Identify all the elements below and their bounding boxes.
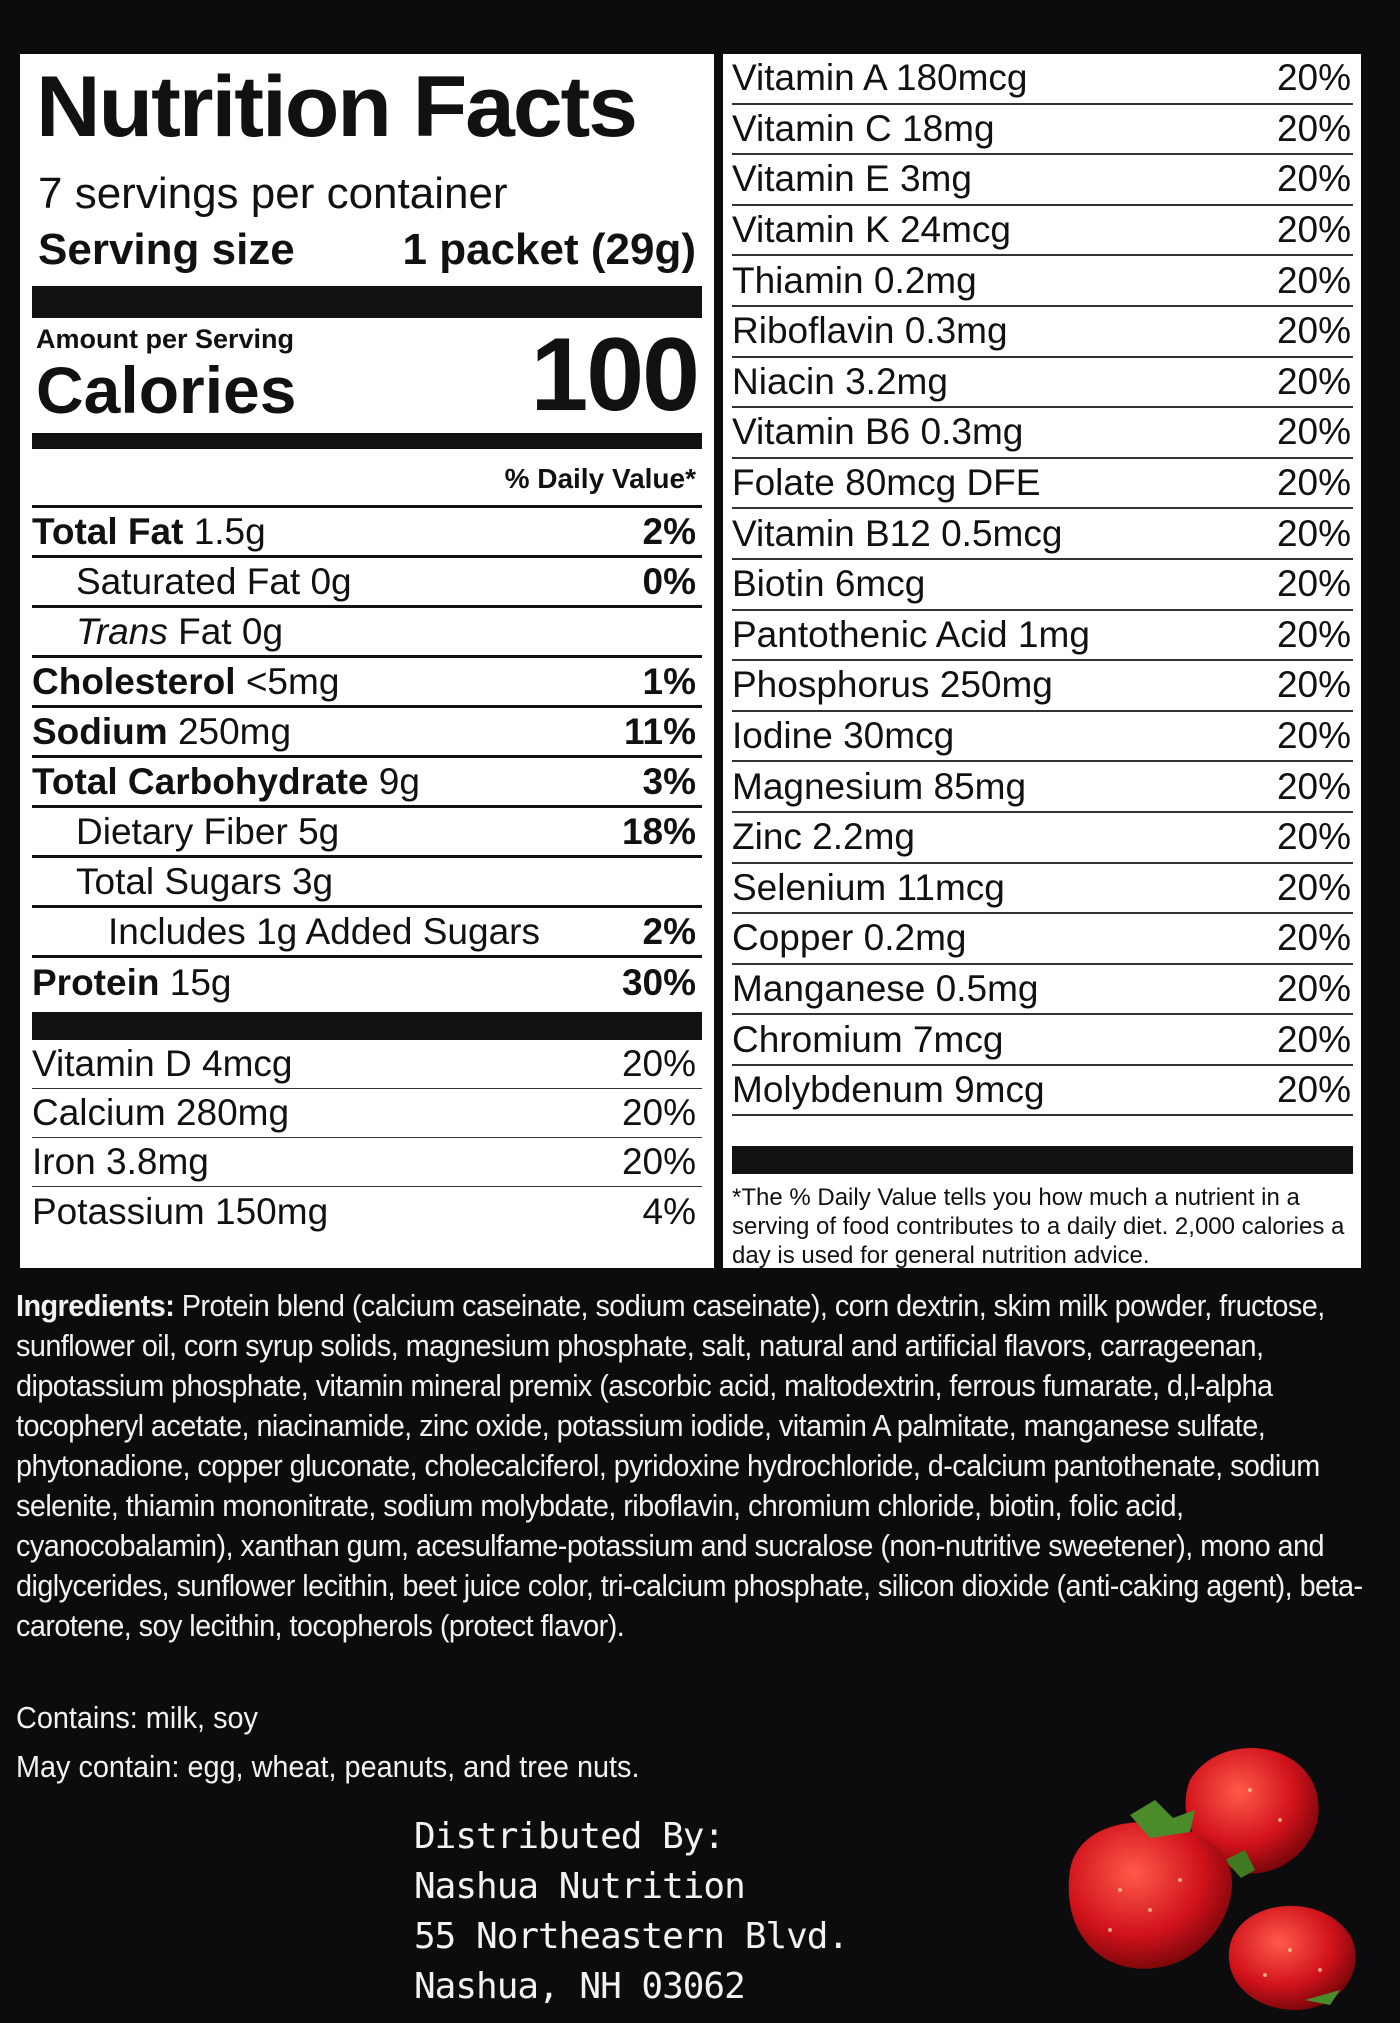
nutrient-amount: 9g bbox=[378, 760, 420, 802]
nutrient-dv: 0% bbox=[642, 560, 696, 602]
vitamin-name: Pantothenic Acid 1mg bbox=[732, 613, 1090, 655]
nutrient-amount: 15g bbox=[169, 962, 232, 1003]
nutrient-row-total-sugars bbox=[32, 858, 702, 908]
vitamin-name: Selenium 11mcg bbox=[732, 866, 1005, 908]
distributor-block bbox=[414, 1812, 848, 2012]
ingredients-label: Ingredients: bbox=[16, 1288, 175, 1323]
nutrient-row-total-carbohydrate bbox=[32, 758, 702, 808]
vitamin-name: Zinc 2.2mg bbox=[732, 816, 916, 858]
distributor-street: 55 Northeastern Blvd. bbox=[414, 1916, 849, 1957]
vitamin-row bbox=[732, 762, 1353, 813]
divider-thick-lower bbox=[32, 1012, 702, 1040]
nutrient-amount: Fat 0g bbox=[178, 610, 284, 652]
vitamin-row bbox=[732, 813, 1353, 864]
vitamin-dv: 20% bbox=[1276, 715, 1351, 757]
vitamin-name: Molybdenum 9mcg bbox=[732, 1069, 1045, 1111]
nutrient-dv: 2% bbox=[642, 510, 696, 552]
nutrition-facts-title: Nutrition Facts bbox=[36, 59, 636, 155]
vitamin-name: Iron 3.8mg bbox=[32, 1141, 209, 1182]
ingredients-text bbox=[16, 1286, 1365, 1646]
nutrient-row-saturated-fat bbox=[32, 558, 702, 608]
vitamin-row bbox=[732, 661, 1353, 712]
nutrition-facts-panel bbox=[20, 54, 714, 1268]
vitamin-dv: 20% bbox=[1276, 917, 1351, 959]
strawberry-image bbox=[1050, 1720, 1380, 2020]
nutrient-dv: 2% bbox=[642, 910, 696, 952]
nutrient-row-protein bbox=[32, 958, 702, 1008]
vitamins-panel bbox=[723, 54, 1361, 1268]
divider-medium bbox=[32, 433, 702, 449]
may-contain-allergens: May contain: egg, wheat, peanuts, and tree nuts. bbox=[16, 1749, 640, 1784]
serving-size bbox=[38, 225, 702, 274]
distributor-city: Nashua, NH 03062 bbox=[414, 1966, 745, 2007]
vitamin-dv: 20% bbox=[1276, 259, 1351, 301]
vitamin-row bbox=[732, 408, 1353, 459]
vitamin-row bbox=[732, 459, 1353, 510]
calories-value: 100 bbox=[530, 317, 698, 434]
nutrient-name: Cholesterol bbox=[32, 660, 236, 702]
vitamin-name: Niacin 3.2mg bbox=[732, 360, 948, 402]
vitamin-dv: 20% bbox=[1276, 512, 1351, 554]
nutrient-name: Total Carbohydrate bbox=[32, 760, 369, 802]
nutrient-name: Saturated Fat bbox=[76, 560, 301, 602]
vitamin-dv: 20% bbox=[1276, 765, 1351, 807]
daily-value-footnote: *The % Daily Value tells you how much a nutrient in a serving of food contributes to a daily diet. 2,000 calories a day is used for general nutrition advice. bbox=[732, 1184, 1345, 1270]
vitamin-row bbox=[32, 1138, 702, 1187]
serving-size-value: 1 packet (29g) bbox=[402, 225, 696, 274]
vitamin-dv: 20% bbox=[621, 1141, 696, 1182]
nutrient-row-cholesterol bbox=[32, 658, 702, 708]
vitamin-name: Riboflavin 0.3mg bbox=[732, 310, 1008, 352]
vitamin-dv: 20% bbox=[1276, 967, 1351, 1009]
nutrient-dv: 30% bbox=[621, 962, 696, 1003]
vitamin-name: Vitamin E 3mg bbox=[732, 158, 972, 200]
vitamin-dv: 20% bbox=[1276, 411, 1351, 453]
vitamin-row bbox=[732, 307, 1353, 358]
vitamin-name: Manganese 0.5mg bbox=[732, 967, 1039, 1009]
vitamin-row bbox=[732, 256, 1353, 307]
nutrient-row-added-sugars bbox=[32, 908, 702, 958]
nutrient-name: Protein bbox=[32, 962, 160, 1003]
vitamin-dv: 20% bbox=[1276, 462, 1351, 504]
vitamin-name: Vitamin B12 0.5mcg bbox=[732, 512, 1063, 554]
nutrient-row-total-fat bbox=[32, 508, 702, 558]
nutrient-row-dietary-fiber bbox=[32, 808, 702, 858]
vitamin-row bbox=[32, 1187, 702, 1236]
strawberry-right-icon bbox=[1229, 1906, 1356, 2010]
nutrient-amount: 5g bbox=[298, 810, 340, 852]
vitamin-row bbox=[732, 358, 1353, 409]
vitamin-row bbox=[732, 560, 1353, 611]
nutrient-dv: 18% bbox=[621, 810, 696, 852]
vitamin-dv: 20% bbox=[1276, 360, 1351, 402]
vitamin-dv: 20% bbox=[621, 1092, 696, 1133]
vitamin-name: Magnesium 85mg bbox=[732, 765, 1027, 807]
contains-allergens: Contains: milk, soy bbox=[16, 1700, 258, 1735]
vitamin-row bbox=[732, 509, 1353, 560]
vitamin-dv: 20% bbox=[1276, 158, 1351, 200]
nutrient-name: Total Fat bbox=[32, 510, 184, 552]
vitamin-name: Thiamin 0.2mg bbox=[732, 259, 977, 301]
vitamin-name: Phosphorus 250mg bbox=[732, 664, 1053, 706]
vitamin-name: Vitamin A 180mcg bbox=[732, 57, 1028, 99]
nutrient-row-trans-fat bbox=[32, 608, 702, 658]
vitamin-name: Calcium 280mg bbox=[32, 1092, 290, 1133]
nutrient-name: Total Sugars bbox=[76, 860, 282, 902]
vitamin-dv: 20% bbox=[1276, 563, 1351, 605]
amount-per-serving: Amount per Serving bbox=[36, 324, 295, 354]
vitamin-dv: 20% bbox=[1276, 107, 1351, 149]
vitamin-name: Chromium 7mcg bbox=[732, 1018, 1004, 1060]
vitamin-name: Potassium 150mg bbox=[32, 1190, 329, 1232]
vitamin-dv: 20% bbox=[1276, 866, 1351, 908]
vitamin-name: Vitamin C 18mg bbox=[732, 107, 995, 149]
calories-section bbox=[32, 317, 702, 434]
nutrient-name: Includes 1g Added Sugars bbox=[108, 910, 540, 952]
nutrient-amount: <5mg bbox=[245, 660, 340, 702]
divider-thick-right bbox=[732, 1146, 1353, 1174]
vitamin-dv: 20% bbox=[1276, 1069, 1351, 1111]
vitamin-dv: 20% bbox=[1276, 664, 1351, 706]
vitamin-row bbox=[732, 1066, 1353, 1117]
vitamin-name: Iodine 30mcg bbox=[732, 715, 955, 757]
nutrient-name: Sodium bbox=[32, 710, 168, 752]
nutrient-row-sodium bbox=[32, 708, 702, 758]
vitamin-row bbox=[732, 206, 1353, 257]
vitamin-dv: 20% bbox=[1276, 209, 1351, 251]
distributor-name: Nashua Nutrition bbox=[414, 1866, 745, 1907]
servings-per-container: 7 servings per container bbox=[38, 169, 508, 218]
vitamin-row bbox=[32, 1089, 702, 1138]
nutrient-dv: 11% bbox=[623, 710, 696, 752]
distributor-line: Distributed By: bbox=[414, 1816, 725, 1857]
vitamin-dv: 20% bbox=[1276, 57, 1351, 99]
vitamin-dv: 20% bbox=[1276, 1018, 1351, 1060]
nutrient-amount: 3g bbox=[291, 860, 334, 902]
vitamin-name: Biotin 6mcg bbox=[732, 563, 926, 605]
vitamin-row bbox=[732, 54, 1353, 105]
ingredients-list: Protein blend (calcium caseinate, sodium caseinate), corn dextrin, skim milk powder, fructose, sunflower oil, corn syrup solids, magnesium phosphate, salt, natural and artificial flavors, carrageenan, dipotassium phosphate, vitamin mineral premix (ascorbic acid, maltodextrin, ferrous fumarate, d,l-alpha tocopheryl acetate, niacinamide, zinc oxide, potassium iodide, vitamin A palmitate, manganese sulfate, phytonadione, copper gluconate, cholecalciferol, pyridoxine hydrochloride, d-calcium pantothenate, sodium selenite, thiamin mononitrate, sodium molybdate, riboflavin, chromium chloride, biotin, folic acid, cyanocobalamin), xanthan gum, acesulfame-potassium and sucralose (non-nutritive sweetener), mono and diglycerides, sunflower lecithin, beet juice color, tri-calcium phosphate, silicon dioxide (anti-caking agent), beta-carotene, soy lecithin, tocopherols (protect flavor). bbox=[16, 1288, 1363, 1643]
vitamin-dv: 20% bbox=[1276, 310, 1351, 352]
nutrient-amount: 0g bbox=[310, 560, 352, 602]
vitamin-name: Copper 0.2mg bbox=[732, 917, 967, 959]
vitamin-row bbox=[732, 611, 1353, 662]
vitamin-dv: 4% bbox=[642, 1190, 696, 1232]
nutrient-name: Dietary Fiber bbox=[76, 810, 288, 852]
vitamin-row bbox=[732, 864, 1353, 915]
vitamin-row bbox=[732, 914, 1353, 965]
vitamin-row bbox=[732, 965, 1353, 1016]
nutrient-name: Trans bbox=[76, 610, 168, 652]
divider-thick bbox=[32, 286, 702, 318]
vitamin-list-right bbox=[732, 54, 1353, 1116]
vitamin-dv: 20% bbox=[1276, 613, 1351, 655]
vitamin-row bbox=[32, 1040, 702, 1089]
calories-label: Calories bbox=[36, 353, 297, 427]
vitamin-list-left bbox=[32, 1040, 702, 1236]
vitamin-name: Folate 80mcg DFE bbox=[732, 462, 1041, 504]
nutrient-dv: 1% bbox=[642, 660, 696, 702]
nutrient-amount: 1.5g bbox=[193, 510, 266, 552]
vitamin-row bbox=[732, 712, 1353, 763]
vitamin-dv: 20% bbox=[621, 1043, 696, 1084]
vitamin-row bbox=[732, 105, 1353, 156]
nutrient-dv: 3% bbox=[642, 760, 696, 802]
serving-size-label: Serving size bbox=[38, 225, 295, 274]
vitamin-row bbox=[732, 1015, 1353, 1066]
daily-value-header: % Daily Value* bbox=[32, 449, 702, 508]
vitamin-name: Vitamin D 4mcg bbox=[32, 1043, 293, 1084]
nutrient-amount: 250mg bbox=[177, 710, 292, 752]
vitamin-name: Vitamin K 24mcg bbox=[732, 209, 1011, 251]
vitamin-dv: 20% bbox=[1276, 816, 1351, 858]
vitamin-row bbox=[732, 155, 1353, 206]
vitamin-name: Vitamin B6 0.3mg bbox=[732, 411, 1024, 453]
